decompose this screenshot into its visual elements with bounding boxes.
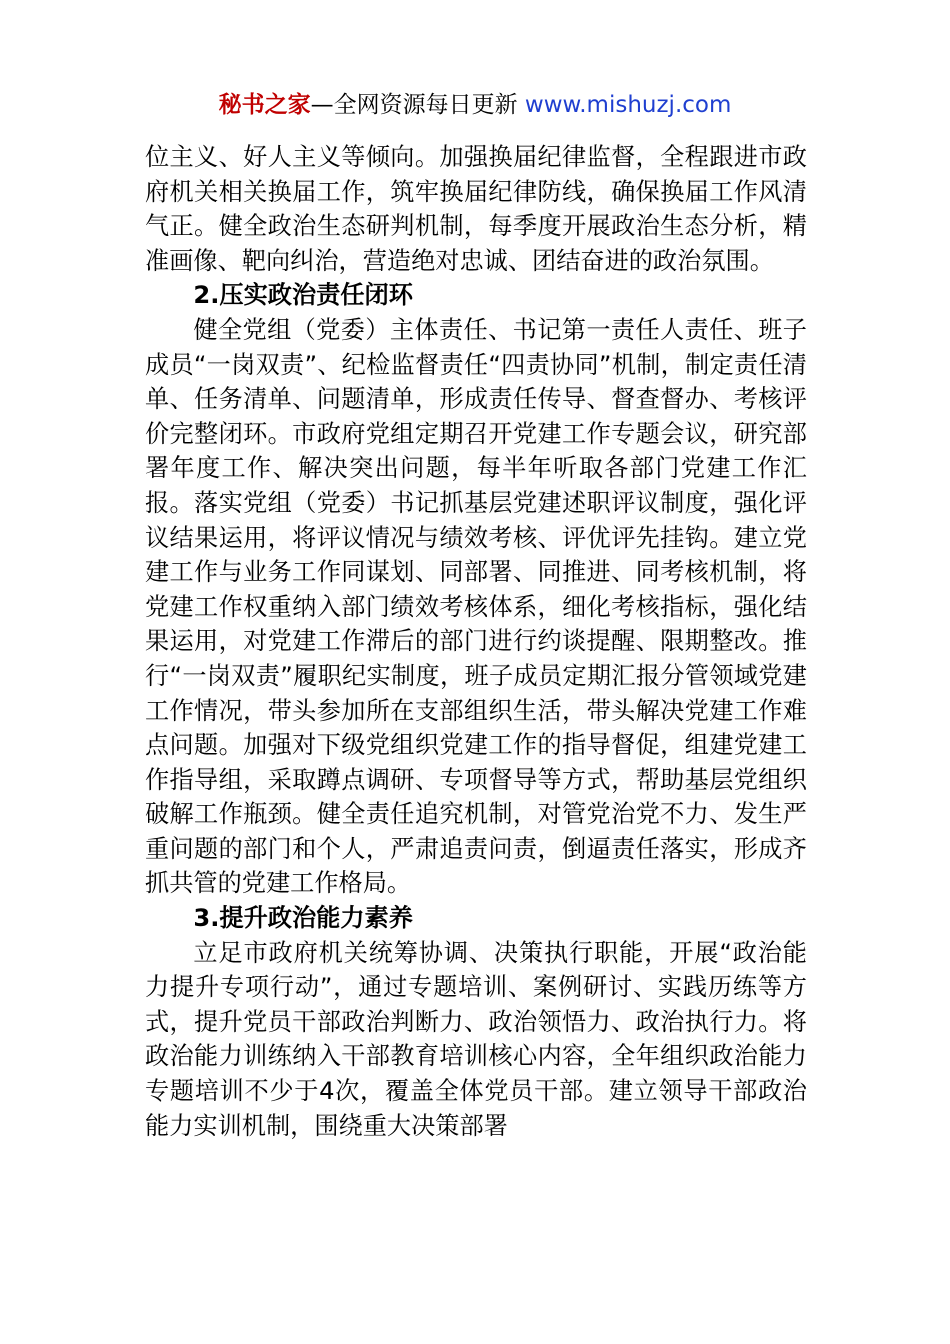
paragraph-section-3: 立足市政府机关统筹协调、决策执行职能，开展“政治能力提升专项行动”，通过专题培训、案例研讨、实践历练等方式，提升党员干部政治判断力、政治领悟力、政治执行力。将政治能力训练纳入干部教育培训核心内容，全年组织政治能力专题培训不少于4次，覆盖全体党员干部。建立领导干部政治能力实训机制，围绕重大决策部署 — [145, 938, 807, 1140]
paragraph-intro: 位主义、好人主义等倾向。加强换届纪律监督，全程跟进市政府机关相关换届工作，筑牢换届纪律防线，确保换届工作风清气正。健全政治生态研判机制，每季度开展政治生态分析，精准画像、靶向纠治，营造绝对忠诚、团结奋进的政治氛围。 — [145, 143, 807, 275]
document-body — [145, 140, 807, 1143]
brand-name: 秘书之家 — [218, 92, 311, 118]
section-heading-2: 2.压实政治责任闭环 — [193, 281, 413, 310]
page-header — [0, 88, 950, 122]
website-url[interactable]: www.mishuzj.com — [524, 92, 732, 118]
header-tagline: —全网资源每日更新 — [310, 92, 525, 118]
section-heading-3: 3.提升政治能力素养 — [193, 904, 413, 933]
paragraph-section-2: 健全党组（党委）主体责任、书记第一责任人责任、班子成员“一岗双责”、纪检监督责任“四责协同”机制，制定责任清单、任务清单、问题清单，形成责任传导、督查督办、考核评价完整闭环。市政府党组定期召开党建工作专题会议，研究部署年度工作、解决突出问题，每半年听取各部门党建工作汇报。落实党组（党委）书记抓基层党建述职评议制度，强化评议结果运用，将评议情况与绩效考核、评优评先挂钩。建立党建工作与业务工作同谋划、同部署、同推进、同考核机制，将党建工作权重纳入部门绩效考核体系，细化考核指标，强化结果运用，对党建工作滞后的部门进行约谈提醒、限期整改。推行“一岗双责”履职纪实制度，班子成员定期汇报分管领域党建工作情况，带头参加所在支部组织生活，带头解决党建工作难点问题。加强对下级党组织党建工作的指导督促，组建党建工作指导组，采取蹲点调研、专项督导等方式，帮助基层党组织破解工作瓶颈。健全责任追究机制，对管党治党不力、发生严重问题的部门和个人，严肃追责问责，倒逼责任落实，形成齐抓共管的党建工作格局。 — [145, 315, 807, 898]
